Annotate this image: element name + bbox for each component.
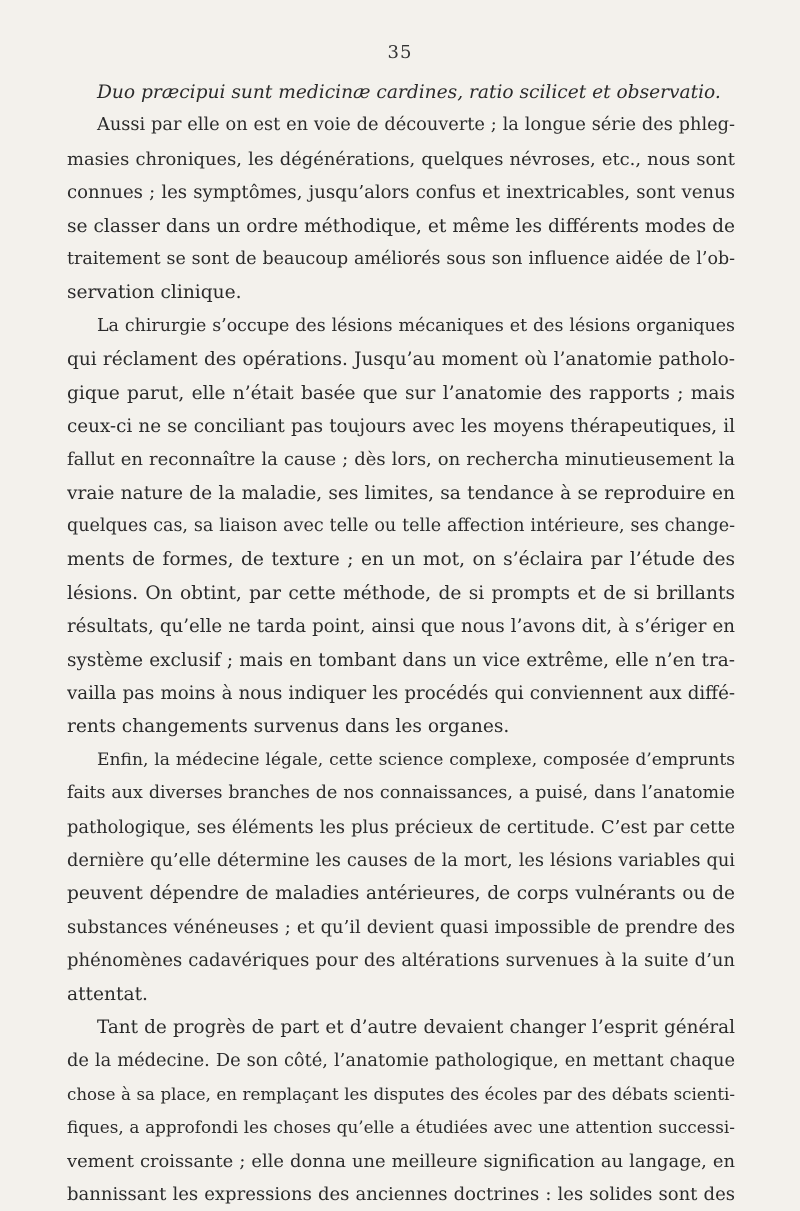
- text-line: Enfin, la médecine légale, cette science complexe, composée d’emprunts: [97, 749, 735, 770]
- text-line: fiques, a approfondi les choses qu’elle a étudiées avec une attention successi-: [67, 1117, 735, 1138]
- text-line: de la médecine. De son côté, l’anatomie pathologique, en mettant chaque: [67, 1050, 735, 1072]
- body-text: [67, 76, 735, 1211]
- text-line: pathologique, ses éléments les plus précieux de certitude. C’est par cette: [67, 816, 735, 838]
- text-line: masies chroniques, les dégénérations, quelques névroses, etc., nous sont: [67, 148, 735, 170]
- text-line: ceux-ci ne se conciliant pas toujours avec les moyens thérapeutiques, il: [67, 415, 735, 437]
- text-line: gique parut, elle n’était basée que sur l’anatomie des rapports ; mais: [67, 382, 735, 404]
- text-line: se classer dans un ordre méthodique, et même les différents modes de: [67, 215, 735, 237]
- text-line: résultats, qu’elle ne tarda point, ainsi que nous l’avons dit, à s’ériger en: [67, 616, 735, 638]
- text-line: vement croissante ; elle donna une meilleure signification au langage, en: [67, 1150, 735, 1172]
- text-line: La chirurgie s’occupe des lésions mécaniques et des lésions organiques: [97, 315, 735, 336]
- text-line: dernière qu’elle détermine les causes de la mort, les lésions variables qui: [67, 849, 735, 871]
- text-line: peuvent dépendre de maladies antérieures, de corps vulnérants ou de: [67, 883, 735, 905]
- text-line: fallut en reconnaître la cause ; dès lors, on rechercha minutieusement la: [67, 449, 735, 471]
- text-line: rents changements survenus dans les organes.: [67, 716, 510, 738]
- text-line: système exclusif ; mais en tombant dans un vice extrême, elle n’en tra-: [67, 649, 735, 671]
- text-line: lésions. On obtint, par cette méthode, de si prompts et de si brillants: [67, 582, 735, 604]
- text-line: connues ; les symptômes, jusqu’alors confus et inextricables, sont venus: [67, 182, 735, 204]
- text-line: phénomènes cadavériques pour des altérations survenues à la suite d’un: [67, 950, 735, 972]
- text-line: traitement se sont de beaucoup améliorés sous son influence aidée de l’ob-: [67, 248, 735, 269]
- text-line: quelques cas, sa liaison avec telle ou telle affection intérieure, ses change-: [67, 516, 735, 537]
- text-line: ments de formes, de texture ; en un mot, on s’éclaira par l’étude des: [67, 549, 735, 571]
- text-line: vraie nature de la maladie, ses limites, sa tendance à se reproduire en: [67, 482, 735, 504]
- text-line: bannissant les expressions des anciennes doctrines : les solides sont des: [67, 1183, 735, 1205]
- text-line: attentat.: [67, 983, 148, 1005]
- text-line: Tant de progrès de part et d’autre devaient changer l’esprit général: [97, 1016, 735, 1038]
- text-line: Aussi par elle on est en voie de découverte ; la longue série des phleg-: [97, 115, 735, 136]
- text-line: chose à sa place, en remplaçant les disputes des écoles par des débats scienti-: [67, 1084, 735, 1104]
- text-lines: [67, 109, 735, 1211]
- text-line: substances vénéneuses ; et qu’il devient quasi impossible de prendre des: [67, 916, 735, 938]
- epigraph: Duo præcipui sunt medicinæ cardines, ratio scilicet et observatio.: [97, 82, 721, 103]
- page-number: 35: [387, 42, 413, 63]
- text-line: vailla pas moins à nous indiquer les procédés qui conviennent aux diffé-: [67, 683, 735, 705]
- text-line: faits aux diverses branches de nos connaissances, a puisé, dans l’anatomie: [67, 783, 735, 804]
- text-line: servation clinique.: [67, 282, 242, 304]
- text-line: qui réclament des opérations. Jusqu’au moment où l’anatomie patholo-: [67, 349, 735, 371]
